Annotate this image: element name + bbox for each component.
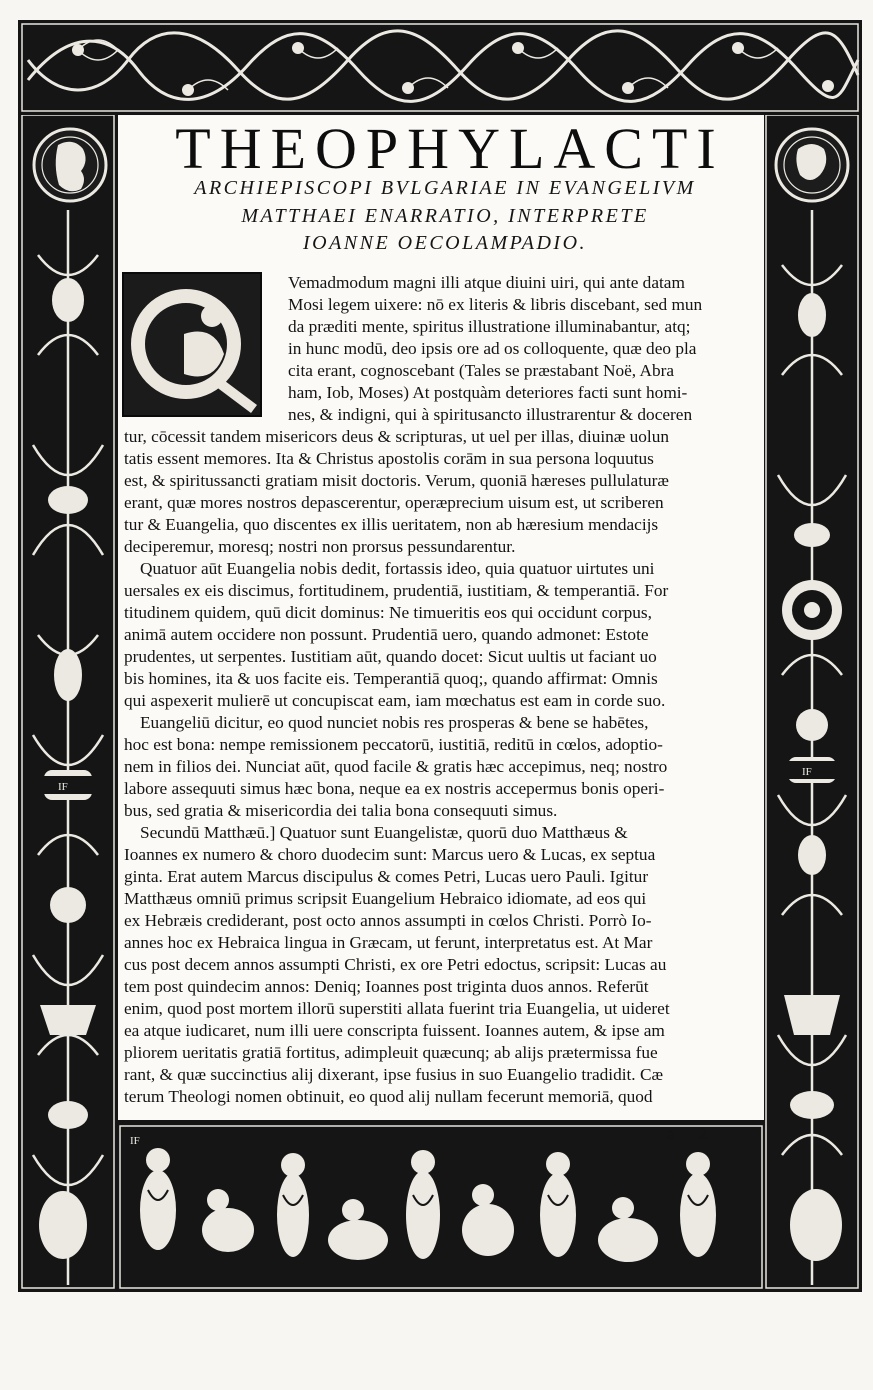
text-line: annes hoc ex Hebraica lingua in Græcam, ut ferunt, interpretatus est. At Mar — [124, 933, 653, 952]
text-line: ham, Iob, Moses) At postquàm deteriores facti sunt homi- — [288, 383, 688, 402]
text-line: animā autem occidere non possunt. Prudentiā uero, quando admonet: Estote — [124, 625, 649, 644]
text-line: Secundū Matthæū.] Quatuor sunt Euangelistæ, quorū duo Matthæus & — [140, 823, 628, 842]
bottom-border-woodcut — [118, 1120, 764, 1292]
right-monogram: IF — [802, 766, 812, 778]
text-line: tur & Euangelia, quo discentes ex illis ueritatem, non ab hæresium mendacijs — [124, 515, 659, 534]
text-line: enim, quod post mortem illorū superstiti allata fuerint tria Euangelia, ut uideret — [124, 999, 670, 1018]
bottom-monogram: IF — [130, 1135, 140, 1147]
text-line: Ioannes ex numero & choro duodecim sunt: Marcus uero & Lucas, ex septua — [124, 845, 656, 864]
text-line: bus, sed gratia & misericordia dei talia bona consequuti simus. — [124, 801, 558, 820]
text-line: titudinem quidem, quū dicit dominus: Ne timueritis eos qui occidunt corpus, — [124, 603, 652, 622]
left-border-woodcut — [18, 115, 118, 1292]
text-line: prudentes, ut serpentes. Iustitiam aūt, quando docet: Sicut uultis ut faciant uo — [124, 647, 657, 666]
text-line: nem in filios dei. Nunciat aūt, quod facile & gratis hæc accepimus, neq; nostro — [124, 757, 668, 776]
text-line: Mosi legem uixere: nō ex literis & libris discebant, sed mun — [288, 295, 703, 314]
text-line: deciperemur, moresq; nostri non prorsus pessundarentur. — [124, 537, 516, 556]
signature-mark: a 2 — [667, 1124, 718, 1143]
text-line: rant, & quæ succinctius alij dixerant, ipse fusius in suo Euangelio tradidit. Cæ — [124, 1065, 664, 1084]
historiated-initial-q — [122, 272, 262, 417]
text-line: tatis essent memores. Ita & Christus apostolis corām in sua persona loquutus — [124, 449, 654, 468]
text-line: terum Theologi nomen obtinuit, eo quod alij nullam fecerunt memoriā, quod — [124, 1087, 653, 1106]
subtitle-line-1: ARCHIEPISCOPI BVLGARIAE IN EVANGELIVM — [194, 177, 696, 199]
text-line: ginta. Erat autem Marcus discipulus & comes Petri, Lucas uero Pauli. Igitur — [124, 867, 649, 886]
text-line: Euangeliū dicitur, eo quod nunciet nobis res prosperas & bene se habētes, — [140, 713, 649, 732]
text-line: nes, & indigni, qui à spiritusancto illustrarentur & doceren — [288, 405, 693, 424]
text-line: erant, quæ mores nostros depascerentur, operæprecium uisum est, ut scriberen — [124, 493, 664, 512]
text-line: tem post quindecim annos: Deniq; Ioannes post triginta duos annos. Referūt — [124, 977, 649, 996]
text-line: cita erant, cognoscebant (Tales se præstabant Noë, Abra — [288, 361, 675, 380]
text-line: Quatuor aūt Euangelia nobis dedit, fortassis ideo, quia quatuor uirtutes uni — [140, 559, 655, 578]
text-line: Vemadmodum magni illi atque diuini uiri, qui ante datam — [288, 273, 685, 292]
text-line: tur, cōcessit tandem misericors deus & scripturas, ut uel per illas, diuinæ uolun — [124, 427, 670, 446]
text-line: est, & spiritussancti gratiam misit doctoris. Verum, quoniā hæreses pullulaturæ — [124, 471, 669, 490]
top-border-woodcut — [18, 20, 862, 115]
text-line: uersales ex eis discimus, fortitudinem, prudentiā, iustitiam, & temperantiā. For — [124, 581, 669, 600]
subtitle-line-2: MATTHAEI ENARRATIO, INTERPRETE — [241, 205, 649, 227]
page-title: THEOPHYLACTI — [175, 116, 725, 181]
text-line: da præditi mente, spiritus illustratione illuminabantur, atq; — [288, 317, 691, 336]
text-line: hoc est bona: nempe remissionem peccatorū, iustitiā, reditū in cœlos, adoptio- — [124, 735, 663, 754]
text-line: bis homines, ita & uos facite eis. Temperantiā quoq;, quando affirmat: Omnis — [124, 669, 658, 688]
text-line: labore assequuti simus hæc bona, neque ea ex nostris accepermus bonis operi- — [124, 779, 665, 798]
text-line: pliorem ueritatis gratiā fortitus, adimpleuit quæcunq; ab alijs prætermissa fue — [124, 1043, 658, 1062]
text-line: cus post decem annos assumpti Christi, ex ore Petri edoctus, scripsit: Lucas au — [124, 955, 667, 974]
text-line: Matthæus omniū primus scripsit Euangelium Hebraico idiomate, ad eos qui — [124, 889, 647, 908]
text-line: in hunc modū, deo ipsis ore ad os colloquente, quæ deo pla — [288, 339, 697, 358]
left-monogram: IF — [58, 781, 68, 793]
text-line: ex Hebræis crediderant, post octo annos assumpti in cœlos Christi. Porrò Io- — [124, 911, 652, 930]
text-line: qui aspexerit mulierē ut concupiscat eam, iam mœchatus est eam in corde suo. — [124, 691, 666, 710]
text-line: ea atque iudicaret, num illi uere conscripta fuissent. Ioannes autem, & ipse am — [124, 1021, 665, 1040]
subtitle-line-3: IOANNE OECOLAMPADIO. — [302, 232, 588, 254]
right-border-woodcut — [764, 115, 862, 1292]
